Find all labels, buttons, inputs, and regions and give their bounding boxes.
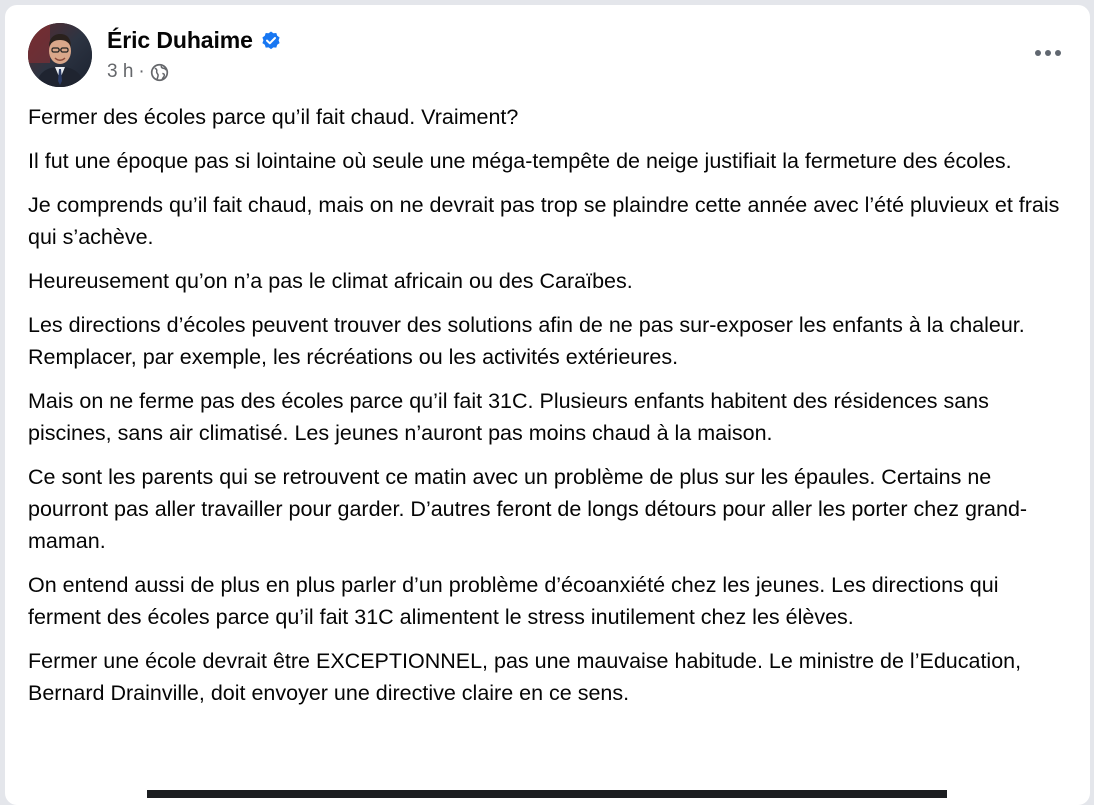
post-paragraph: Heureusement qu’on n’a pas le climat africain ou des Caraïbes. [28,269,633,293]
post-paragraph: On entend aussi de plus en plus parler d’un problème d’écoanxiété chez les jeunes. Les directions qui ferment des écoles parce qu’il fait 31C alimentent le stress inutilement chez les élèves. [28,573,999,629]
post-paragraph: Fermer des écoles parce qu’il fait chaud. Vraiment? [28,105,519,129]
author-avatar[interactable] [28,23,92,87]
post-paragraph: Ce sont les parents qui se retrouvent ce matin avec un problème de plus sur les épaules. Certains ne pourront pas aller travailler pour garder. D’autres feront de longs détours pour aller les porter chez grand-maman. [28,465,1028,553]
more-options-icon[interactable] [1028,33,1068,73]
author-name[interactable]: Éric Duhaime [107,27,253,53]
dot [1055,50,1061,56]
verified-badge-icon [260,30,282,52]
post-paragraph: Il fut une époque pas si lointaine où seule une méga-tempête de neige justifiait la fermeture des écoles. [28,149,1012,173]
meta-separator: · [138,61,145,82]
post-paragraph: Je comprends qu’il fait chaud, mais on ne devrait pas trop se plaindre cette année avec l’été pluvieux et frais qui s’achève. [28,193,1060,249]
globe-icon[interactable] [150,63,169,82]
post-time[interactable]: 3 h [107,61,134,82]
avatar-image [28,23,92,87]
post-paragraph: Fermer une école devrait être EXCEPTIONNEL, pas une mauvaise habitude. Le ministre de l’Education, Bernard Drainville, doit envoyer une directive claire en ce sens. [28,649,1022,705]
dot [1045,50,1051,56]
post-text [28,101,1073,721]
post-paragraph: Mais on ne ferme pas des écoles parce qu’il fait 31C. Plusieurs enfants habitent des résidences sans piscines, sans air climatisé. Les jeunes n’auront pas moins chaud à la maison. [28,389,989,445]
post-card [5,5,1090,805]
post-paragraph: Les directions d’écoles peuvent trouver des solutions afin de ne pas sur-exposer les enfants à la chaleur. Remplacer, par exemple, les récréations ou les activités extérieures. [28,313,1025,369]
author-line [107,27,282,54]
dot [1035,50,1041,56]
post-meta [107,61,169,83]
media-preview-edge [147,790,947,798]
post-header [28,23,1068,93]
